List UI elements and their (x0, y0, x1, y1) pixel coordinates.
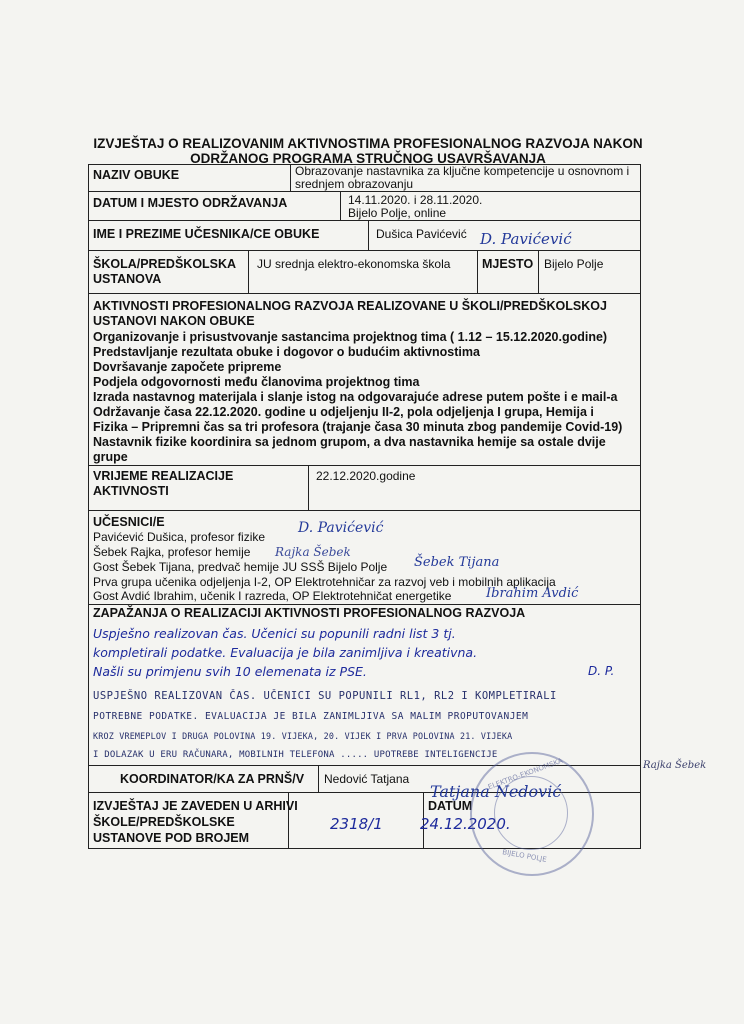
ucesnik-label: IME I PREZIME UČESNIKA/CE OBUKE (93, 227, 320, 241)
skola-value: JU srednja elektro-ekonomska škola (257, 257, 451, 271)
handwritten-note-line: kompletirali podatke. Evaluacija je bila zanimljiva i kreativna. (93, 645, 478, 660)
koordinator-signature: Tatjana Nedović (430, 782, 562, 801)
zapazanja-heading: ZAPAŽANJA O REALIZACIJI AKTIVNOSTI PROFESIONALNOG RAZVOJA (93, 606, 526, 620)
stamp-text-bottom: BIJELO POLJE (501, 848, 548, 864)
aktivnost-line: grupe (93, 450, 128, 464)
aktivnosti-heading-2: USTANOVI NAKON OBUKE (93, 314, 255, 328)
datum-mjesto-label: DATUM I MJESTO ODRŽAVANJA (93, 196, 288, 210)
naziv-obuke-value-1: Obrazovanje nastavnika za ključne kompetencije u osnovnom i (295, 164, 630, 178)
handwritten-initials: D. P. (588, 664, 615, 678)
column-divider (318, 765, 319, 792)
naziv-obuke-value-2: srednjem obrazovanju (295, 177, 414, 191)
ucesnik-line: Gost Šebek Tijana, predvač hemije JU SSŠ Bijelo Polje (93, 560, 388, 574)
ucesnik-value: Dušica Pavićević (376, 227, 467, 241)
handwritten-caps-line: USPJEŠNO REALIZOVAN ČAS. UČENICI SU POPUNILI RL1, RL2 I KOMPLETIRALI (93, 690, 557, 702)
mjesto-value: Bijelo Polje (544, 257, 604, 271)
column-divider (538, 250, 539, 293)
column-divider (290, 164, 291, 191)
aktivnost-line: Podjela odgovornosti među članovima projektnog tima (93, 375, 420, 389)
handwritten-caps-line: KROZ VREMEPLOV I DRUGA POLOVINA 19. VIJEKA, 20. VIJEK I PRVA POLOVINA 21. VIJEKA (93, 731, 513, 741)
vrijeme-label-1: VRIJEME REALIZACIJE (93, 469, 234, 483)
row-divider (88, 293, 641, 294)
column-divider (477, 250, 478, 293)
row-divider (88, 604, 641, 605)
ucesnici-heading: UČESNICI/E (93, 515, 165, 529)
signature-sebek-tijana: Šebek Tijana (414, 555, 500, 570)
arhiva-label-1: IZVJEŠTAJ JE ZAVEDEN U ARHIVI (93, 799, 298, 813)
row-divider (88, 220, 641, 221)
skola-label-1: ŠKOLA/PREDŠKOLSKA (93, 257, 237, 271)
row-divider (88, 191, 641, 192)
arhiva-label-3: USTANOVE POD BROJEM (93, 831, 250, 845)
row-divider (88, 510, 641, 511)
title-line-1: IZVJEŠTAJ O REALIZOVANIM AKTIVNOSTIMA PROFESIONALNOG RAZVOJA NAKON (93, 136, 643, 151)
report-title (88, 136, 648, 166)
stamp-text-top: ELEKTRO-EKONOMSKA (487, 756, 564, 792)
signature-sebek-rajka: Rajka Šebek (275, 545, 351, 559)
aktivnost-line: Organizovanje i prisustvovanje sastancima projektnog tima ( 1.12 – 15.12.2020.godine) (93, 330, 608, 344)
vrijeme-value: 22.12.2020.godine (316, 469, 416, 483)
datum-mjesto-value-2: Bijelo Polje, online (348, 206, 447, 220)
aktivnost-line: Izrada nastavnog materijala i slanje istog na odgovarajuće adrese putem pošte i e mail-a (93, 390, 618, 404)
signature-sebek-rajka-notes: Rajka Šebek (643, 760, 707, 771)
title-line-2: ODRŽANOG PROGRAMA STRUČNOG USAVRŠAVANJA (190, 151, 546, 166)
ucesnik-line: Gost Avdić Ibrahim, učenik I razreda, OP Elektrotehničat energetike (93, 589, 452, 603)
row-divider (88, 465, 641, 466)
datum-mjesto-value-1: 14.11.2020. i 28.11.2020. (348, 193, 483, 207)
row-divider (88, 250, 641, 251)
vrijeme-label-2: AKTIVNOSTI (93, 484, 169, 498)
aktivnost-line: Predstavljanje rezultata obuke i dogovor o budućim aktivnostima (93, 345, 480, 359)
handwritten-caps-line: I DOLAZAK U ERU RAČUNARA, MOBILNIH TELEFONA ..... UPOTREBE INTELIGENCIJE (93, 750, 498, 760)
school-stamp (470, 752, 594, 876)
aktivnost-line: Održavanje časa 22.12.2020. godine u odjeljenju II-2, pola odjeljenja I grupa, Hemija i (93, 405, 594, 419)
ucesnik-signature: D. Pavićević (480, 230, 572, 248)
handwritten-caps-line: POTREBNE PODATKE. EVALUACIJA JE BILA ZANIMLJIVA SA MALIM PROPUTOVANJEM (93, 711, 529, 722)
aktivnost-line: Dovršavanje započete pripreme (93, 360, 282, 374)
handwritten-note-line: Našli su primjenu svih 10 elemenata iz PSE. (93, 664, 367, 679)
skola-label-2: USTANOVA (93, 272, 162, 286)
column-divider (340, 191, 341, 220)
ucesnik-line: Šebek Rajka, profesor hemije (93, 545, 251, 559)
aktivnosti-heading-1: AKTIVNOSTI PROFESIONALNOG RAZVOJA REALIZOVANE U ŠKOLI/PREDŠKOLSKOJ (93, 299, 607, 313)
naziv-obuke-label: NAZIV OBUKE (93, 168, 180, 182)
ucesnik-line: Pavićević Dušica, profesor fizike (93, 530, 266, 544)
arhiva-broj: 2318/1 (330, 815, 383, 833)
stamp-inner-ring (494, 776, 568, 850)
ucesnik-line: Prva grupa učenika odjeljenja I-2, OP Elektrotehničar za razvoj veb i mobilnih aplikacija (93, 575, 556, 589)
arhiva-datum-value: 24.12.2020. (420, 815, 511, 833)
signature-avdic: Ibrahim Avdić (486, 586, 579, 601)
aktivnost-line: Fizika – Pripremni čas sa tri profesora (trajanje časa 30 minuta zbog pandemije Covid-19) (93, 420, 623, 434)
arhiva-datum-label: DATUM (428, 799, 473, 813)
handwritten-note-line: Uspješno realizovan čas. Učenici su popunili radni list 3 tj. (93, 626, 456, 641)
koordinator-value: Nedović Tatjana (324, 772, 410, 786)
column-divider (368, 220, 369, 250)
column-divider (308, 465, 309, 510)
aktivnost-line: Nastavnik fizike koordinira sa jednom grupom, a dva nastavnika hemije sa ostale dvije (93, 435, 606, 449)
arhiva-label-2: ŠKOLE/PREDŠKOLSKE (93, 815, 235, 829)
signature-pavicevic: D. Pavićević (298, 520, 384, 536)
koordinator-label: KOORDINATOR/KA ZA PRNŠ/V (120, 772, 305, 786)
mjesto-label: MJESTO (482, 257, 534, 271)
column-divider (248, 250, 249, 293)
